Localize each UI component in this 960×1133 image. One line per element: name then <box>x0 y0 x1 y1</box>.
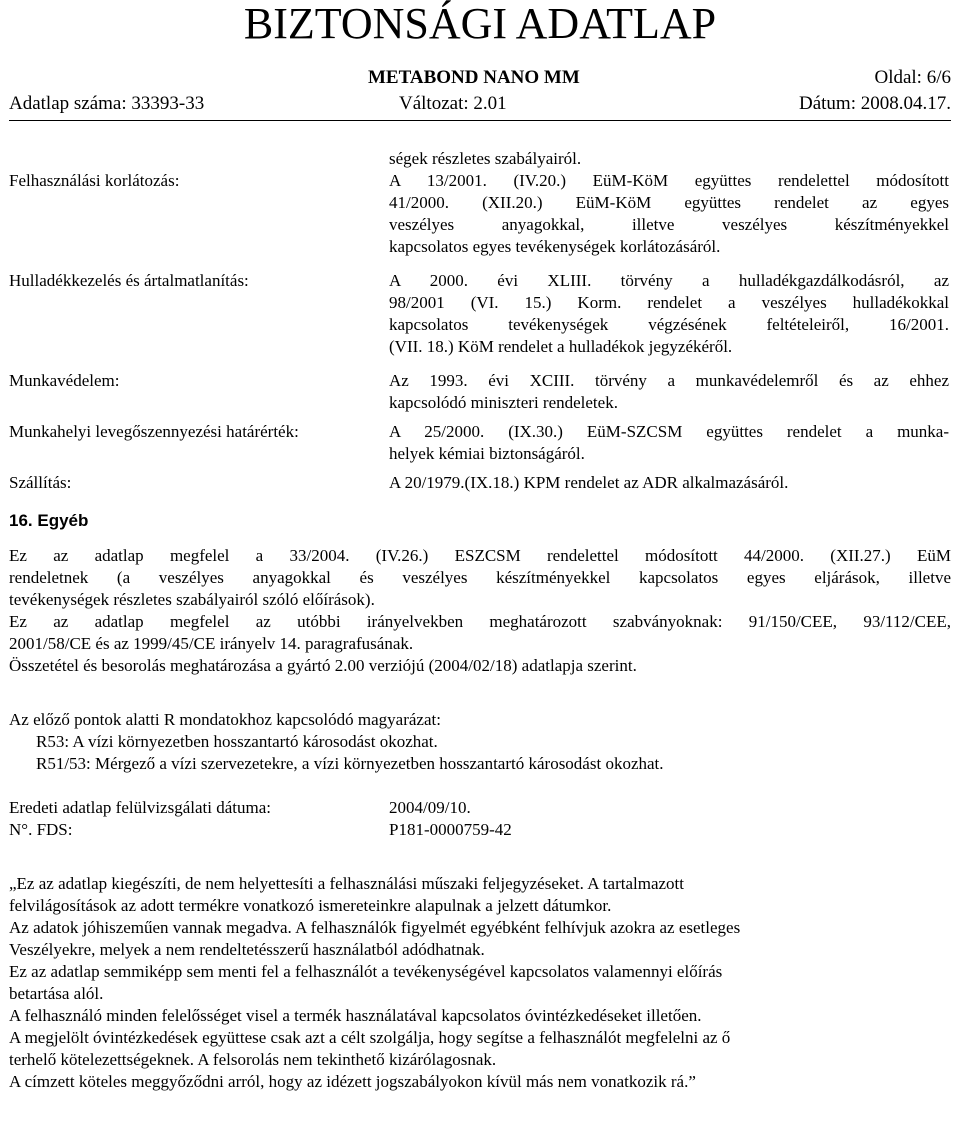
fds-label: N°. FDS: <box>9 820 73 839</box>
continuation-text: ségek részletes szabályairól. <box>389 149 582 168</box>
text-line: Összetétel és besorolás meghatározása a gyártó 2.00 verziójú (2004/02/18) adatlapja szerint. <box>9 656 637 675</box>
text-line: veszélyes anyagokkal, illetve veszélyes készítményekkel <box>389 215 949 234</box>
text-line: A címzett köteles meggyőződni arról, hogy az idézett jogszabályokon kívül más nem vonatkozik rá.” <box>9 1072 696 1091</box>
text-line: Ez az adatlap megfelel az utóbbi irányelvekben meghatározott szabványoknak: 91/150/CEE, 93/112/CEE, <box>9 612 951 631</box>
text-line: „Ez az adatlap kiegészíti, de nem helyettesíti a felhasználási műszaki feljegyzéseket. A tartalmazott <box>9 874 684 893</box>
text-line: Az adatok jóhiszeműen vannak megadva. A felhasználók figyelmét egyébként felhívjuk azokra az esetleges <box>9 918 741 937</box>
text-line: kapcsolatos tevékenységek végzésének feltételeiről, 16/2001. <box>389 315 949 334</box>
header-divider <box>9 120 951 121</box>
review-date-value: 2004/09/10. <box>389 798 471 817</box>
disclaimer-block <box>9 873 951 1093</box>
review-date-label: Eredeti adatlap felülvizsgálati dátuma: <box>9 798 271 817</box>
section-16-heading: 16. Egyéb <box>9 511 89 530</box>
text-line: tevékenységek részletes szabályairól szóló előírások). <box>9 590 375 609</box>
text-line: 41/2000. (XII.20.) EüM-KöM együttes rendelet az egyes <box>389 193 949 212</box>
text-line: 2001/58/CE és az 1999/45/CE irányelv 14. paragrafusának. <box>9 634 414 653</box>
r-phrase-item: R53: A vízi környezetben hosszantartó károsodást okozhat. <box>36 732 438 751</box>
text-line: Az 1993. évi XCIII. törvény a munkavédelemről és az ehhez <box>389 371 949 390</box>
text-line: A 13/2001. (IV.20.) EüM-KöM együttes rendelettel módosított <box>389 171 949 190</box>
r-phrases-intro: Az előző pontok alatti R mondatokhoz kapcsolódó magyarázat: <box>9 710 441 729</box>
work-safety-label: Munkavédelem: <box>9 371 120 390</box>
text-line: A 2000. évi XLIII. törvény a hulladékgazdálkodásról, az <box>389 271 949 290</box>
text-line: rendeletnek (a veszélyes anyagokkal és veszélyes készítményekkel kapcsolatos egyes eljárások, illetve <box>9 568 951 587</box>
version: Változat: 2.01 <box>399 93 507 114</box>
text-line: felvilágosítások az adott termékre vonatkozó ismereteinkre alapulnak a jelzett dátumkor. <box>9 896 612 915</box>
text-line: Veszélyekre, melyek a nem rendeltetésszerű használatból adódhatnak. <box>9 940 485 959</box>
text-line: A 20/1979.(IX.18.) KPM rendelet az ADR alkalmazásáról. <box>389 473 789 492</box>
text-line: A felhasználó minden felelősséget visel a termék használatával kapcsolatos óvintézkedéseket illetően. <box>9 1006 702 1025</box>
fds-value: P181-0000759-42 <box>389 820 512 839</box>
r-phrase-item: R51/53: Mérgező a vízi szervezetekre, a vízi környezetben hosszantartó károsodást okozhat. <box>36 754 664 773</box>
text-line: terhelő kötelezettségeknek. A felsorolás nem tekinthető kizárólagosnak. <box>9 1050 497 1069</box>
text-line: helyek kémiai biztonságáról. <box>389 444 585 463</box>
use-restriction-text <box>389 170 949 258</box>
sheet-info-block <box>9 797 951 841</box>
transport-label: Szállítás: <box>9 473 72 492</box>
transport-text <box>389 472 949 494</box>
text-line: kapcsolatos egyes tevékenységek korlátozásáról. <box>389 237 721 256</box>
document-title: BIZTONSÁGI ADATLAP <box>243 0 717 48</box>
air-limit-text <box>389 421 949 465</box>
r-phrases-block <box>9 709 951 775</box>
text-line: A 25/2000. (IX.30.) EüM-SZCSM együttes rendelet a munka- <box>389 422 949 441</box>
use-restriction-label: Felhasználási korlátozás: <box>9 171 180 190</box>
page-number: Oldal: 6/6 <box>874 67 951 88</box>
date: Dátum: 2008.04.17. <box>799 93 951 114</box>
waste-label: Hulladékkezelés és ártalmatlanítás: <box>9 271 249 290</box>
sheet-number: Adatlap száma: 33393-33 <box>9 93 205 114</box>
text-line: 98/2001 (VI. 15.) Korm. rendelet a veszélyes hulladékokkal <box>389 293 949 312</box>
review-date-row <box>9 797 951 819</box>
product-name: METABOND NANO MM <box>368 67 580 88</box>
text-line: betartása alól. <box>9 984 104 1003</box>
air-limit-label: Munkahelyi levegőszennyezési határérték: <box>9 422 299 441</box>
text-line: Ez az adatlap megfelel a 33/2004. (IV.26.) ESZCSM rendelettel módosított 44/2000. (XII.27.) EüM <box>9 546 951 565</box>
text-line: A megjelölt óvintézkedések együttese csak azt a célt szolgálja, hogy segítse a felhasználót megfelelni az ő <box>9 1028 731 1047</box>
text-line: (VII. 18.) KöM rendelet a hulladékok jegyzékéről. <box>389 337 733 356</box>
work-safety-text <box>389 370 949 414</box>
text-line: Ez az adatlap semmiképp sem menti fel a felhasználót a tevékenységével kapcsolatos valamennyi előírás <box>9 962 723 981</box>
text-line: kapcsolódó miniszteri rendeletek. <box>389 393 618 412</box>
waste-text <box>389 270 949 358</box>
fds-row <box>9 819 951 841</box>
section-16-paragraph <box>9 545 951 677</box>
